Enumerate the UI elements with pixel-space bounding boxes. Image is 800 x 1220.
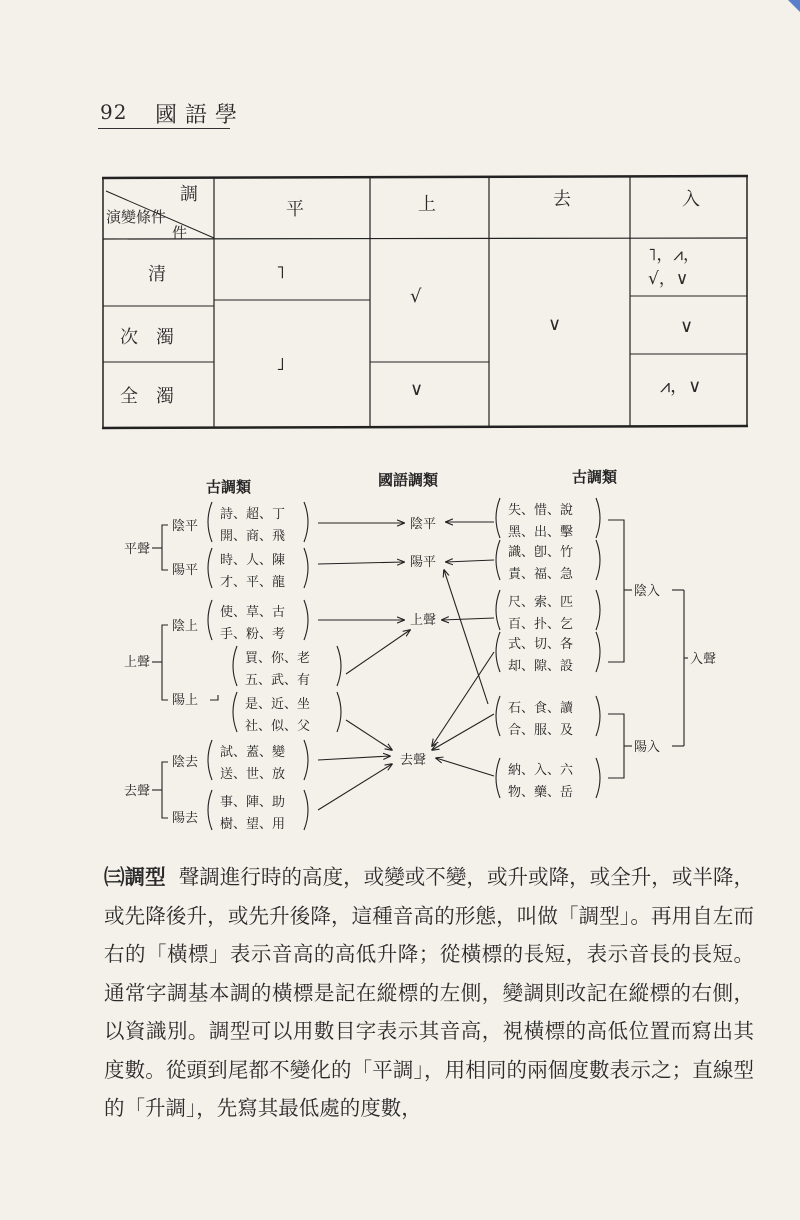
column-header-ru: 入 [682,189,700,210]
arrow [442,618,494,620]
word-row: 試、蓋、變 [220,745,286,760]
word-row: 式、切、各 [508,637,574,652]
word-row: 五、武、有 [245,673,311,688]
sub-yinshang: 陰上 [172,619,199,634]
diagram-head-middle: 國語調類 [378,471,439,489]
word-row: 石、食、讀 [508,701,574,716]
word-row: 時、人、陳 [220,553,286,568]
arrow [318,756,390,760]
word-row: 詩、超、丁 [220,507,286,522]
cell-ping-qing: ˥ [276,262,285,283]
word-row: 使、草、古 [220,605,286,620]
word-row: 黑、出、擊 [508,525,574,540]
arrow [444,570,488,704]
word-row: 事、陣、助 [220,795,286,810]
word-row: 買、你、老 [245,651,311,666]
cell-shang-upper: √ [410,286,422,307]
mandarin-yinping: 陰平 [410,517,437,532]
mandarin-shangsheng: 上聲 [410,613,437,628]
word-row: 識、卽、竹 [508,545,574,560]
paragraph-text: 聲調進行時的高度，或變或不變，或升或降，或全升，或半降，或先降後升，或先升後降，這種音高的形態，叫做「調型」。再用自左而右的「橫標」表示音高的高低升降；從橫標的長短，表示音長的長短。通常字調基本調的橫標是記在縱標的左側，變調則改記在縱標的右側，以資識別。調型可以用數目字表示其音高，視橫標的高低位置而寫出其度數。從頭到尾都不變化的「平調」，用相同的兩個度數表示之；直線型的「升調」，先寫其最低處的度數， [104,865,754,1120]
word-row: 送、世、放 [220,767,286,782]
cell-ru-qing-line2: √，∨ [648,269,689,289]
cell-ru-qing-line1: ˥，⩘， [648,245,700,265]
sub-yangshang: 陽上 [172,693,199,708]
arrow [346,630,410,674]
tone-mapping-diagram [0,440,800,840]
arrow [436,758,494,776]
word-row: 却、隙、設 [508,659,574,674]
group-shang-sheng: 上聲 [124,655,151,670]
sub-yangping: 陽平 [172,563,199,578]
mandarin-yangping: 陽平 [410,555,437,570]
row-header-cizhuo: 次 濁 [120,327,174,348]
sub-yinqu: 陰去 [172,755,199,770]
sub-yangqu: 陽去 [172,811,199,826]
book-title: 國語學 [155,103,246,128]
group-ping-sheng: 平聲 [124,542,151,557]
cell-ru-quanzhuo: ⩘，∨ [660,376,702,397]
word-row: 社、似、父 [245,719,311,734]
word-row: 合、服、及 [508,723,574,738]
cell-shang-quanzhuo: ∨ [410,379,424,400]
table-corner-bottom: 演變條件 [106,208,167,226]
cell-qu: ∨ [548,314,562,335]
word-row: 物、藥、岳 [508,785,574,800]
column-header-shang: 上 [418,194,436,215]
group-yinru: 陰入 [634,584,661,599]
word-row: 失、惜、說 [508,503,574,518]
cell-ru-cizhuo: ∨ [680,316,694,337]
mandarin-qusheng: 去聲 [400,753,427,768]
row-header-quanzhuo: 全 濁 [120,386,174,407]
table-corner-bottom-2: 件 [172,224,188,242]
sub-yinping: 陰平 [172,519,199,534]
cell-ping-zhuo: ˩ [276,354,285,375]
tone-evolution-table [0,0,800,440]
word-row: 尺、索、匹 [508,595,574,610]
word-row: 樹、望、用 [220,817,286,832]
section-lead: ㈢調型 [104,865,166,889]
group-qu-sheng: 去聲 [124,784,151,799]
arrow [318,562,404,564]
word-row: 開、商、飛 [220,529,286,544]
word-row: 百、扑、乞 [508,617,574,632]
word-row: 責、福、急 [508,567,574,582]
table-corner-top: 調 [180,184,198,205]
diagram-head-right: 古調類 [572,468,618,486]
column-header-ping: 平 [286,199,304,220]
word-row: 才、平、龍 [220,575,286,590]
arrow [346,720,392,750]
word-row: 是、近、坐 [245,697,311,712]
diagram-head-left: 古調類 [206,478,252,496]
arrow [318,764,392,810]
word-row: 納、入、六 [508,763,574,778]
column-header-qu: 去 [553,189,571,210]
body-paragraph [104,858,754,1128]
row-header-qing: 清 [148,264,166,285]
group-yangru: 陽入 [634,740,661,755]
word-row: 手、粉、考 [220,627,286,642]
group-rusheng: 入聲 [690,652,717,667]
page-number: 92 [100,100,128,124]
arrow [446,560,494,562]
